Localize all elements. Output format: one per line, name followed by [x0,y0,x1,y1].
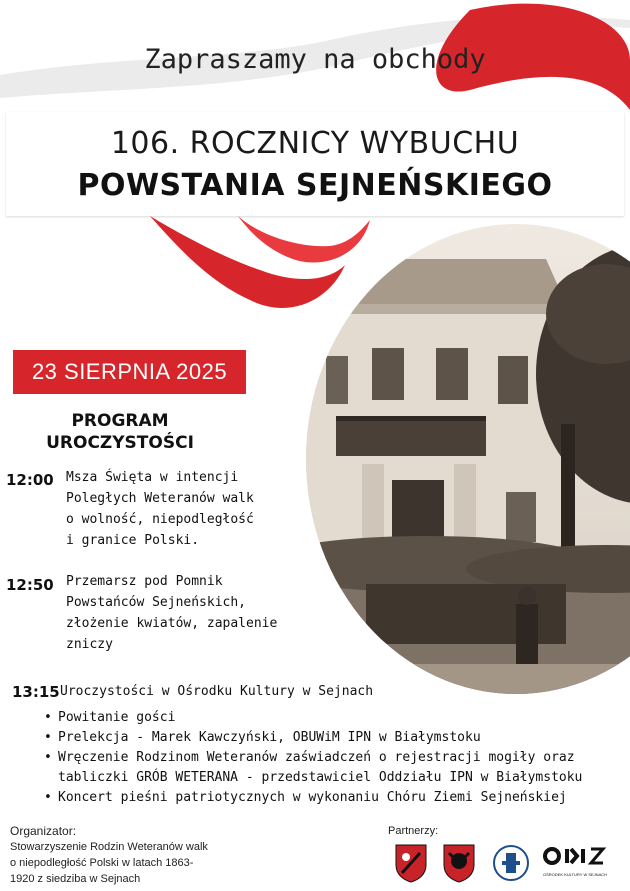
organizer-line: 1920 z siedziba w Sejnach [10,873,141,885]
program-description-1-line: o wolność, niepodległość [66,512,254,527]
organizer-line: Stowarzyszenie Rodzin Weteranów walk [10,841,208,853]
organizer-line: o niepodległość Polski w latach 1863- [10,857,194,869]
organizer-label: Organizator: [10,824,77,838]
program-description-2-line: zniczy [66,637,113,652]
event-date-badge: 23 SIERPNIA 2025 [13,350,246,394]
partners-label: Partnerzy: [388,825,439,837]
program-description-2-line: Przemarsz pod Pomnik [66,574,223,589]
program-description-1 [66,467,316,551]
title-line-1: 106. ROCZNICY WYBUCHU [110,126,520,161]
county-coat-of-arms-icon [442,843,476,883]
invite-text: Zapraszamy na obchody [144,44,486,75]
okis-logo [543,845,613,877]
program-description-1-line: Msza Święta w intencji [66,470,239,485]
program-heading-line-2: UROCZYSTOŚCI [46,433,194,453]
partner-emblem-icon [492,843,530,883]
program-heading [20,410,220,454]
program-time-3: 13:15 [12,683,60,701]
list-item: • Prelekcja - Marek Kawczyński, OBUWiM IPN w Białymstoku [42,728,582,748]
list-item-continuation: tabliczki GRÓB WETERANA - przedstawiciel Oddziału IPN w Białymstoku [58,770,583,785]
program-description-1-line: i granice Polski. [66,533,200,548]
organizer-block [10,823,208,887]
list-item: • Koncert pieśni patriotycznych w wykonaniu Chóru Ziemi Sejneńskiej [42,788,582,808]
list-item: • Powitanie gości [42,708,582,728]
program-description-2 [66,571,316,655]
program-description-2-line: złożenie kwiatów, zapalenie [66,616,278,631]
program-description-2-line: Powstańców Sejneńskich, [66,595,247,610]
program-description-3: Uroczystości w Ośrodku Kultury w Sejnach [60,684,374,699]
program-description-1-line: Poległych Weteranów walk [66,491,254,506]
sejny-coat-of-arms-icon [394,843,428,883]
program-sub-list [42,708,582,808]
okis-logo-icon [543,845,607,867]
title-line-2: POWSTANIA SEJNEŃSKIEGO [77,168,553,203]
list-item: • Wręczenie Rodzinom Weteranów zaświadczeń o rejestracji mogiły oraz [42,748,582,768]
program-heading-line-1: PROGRAM [71,411,169,431]
program-time-2: 12:50 [6,576,54,594]
program-time-1: 12:00 [6,471,54,489]
okis-logo-text: OŚRODEK KULTURY W SEJNACH [543,872,608,877]
